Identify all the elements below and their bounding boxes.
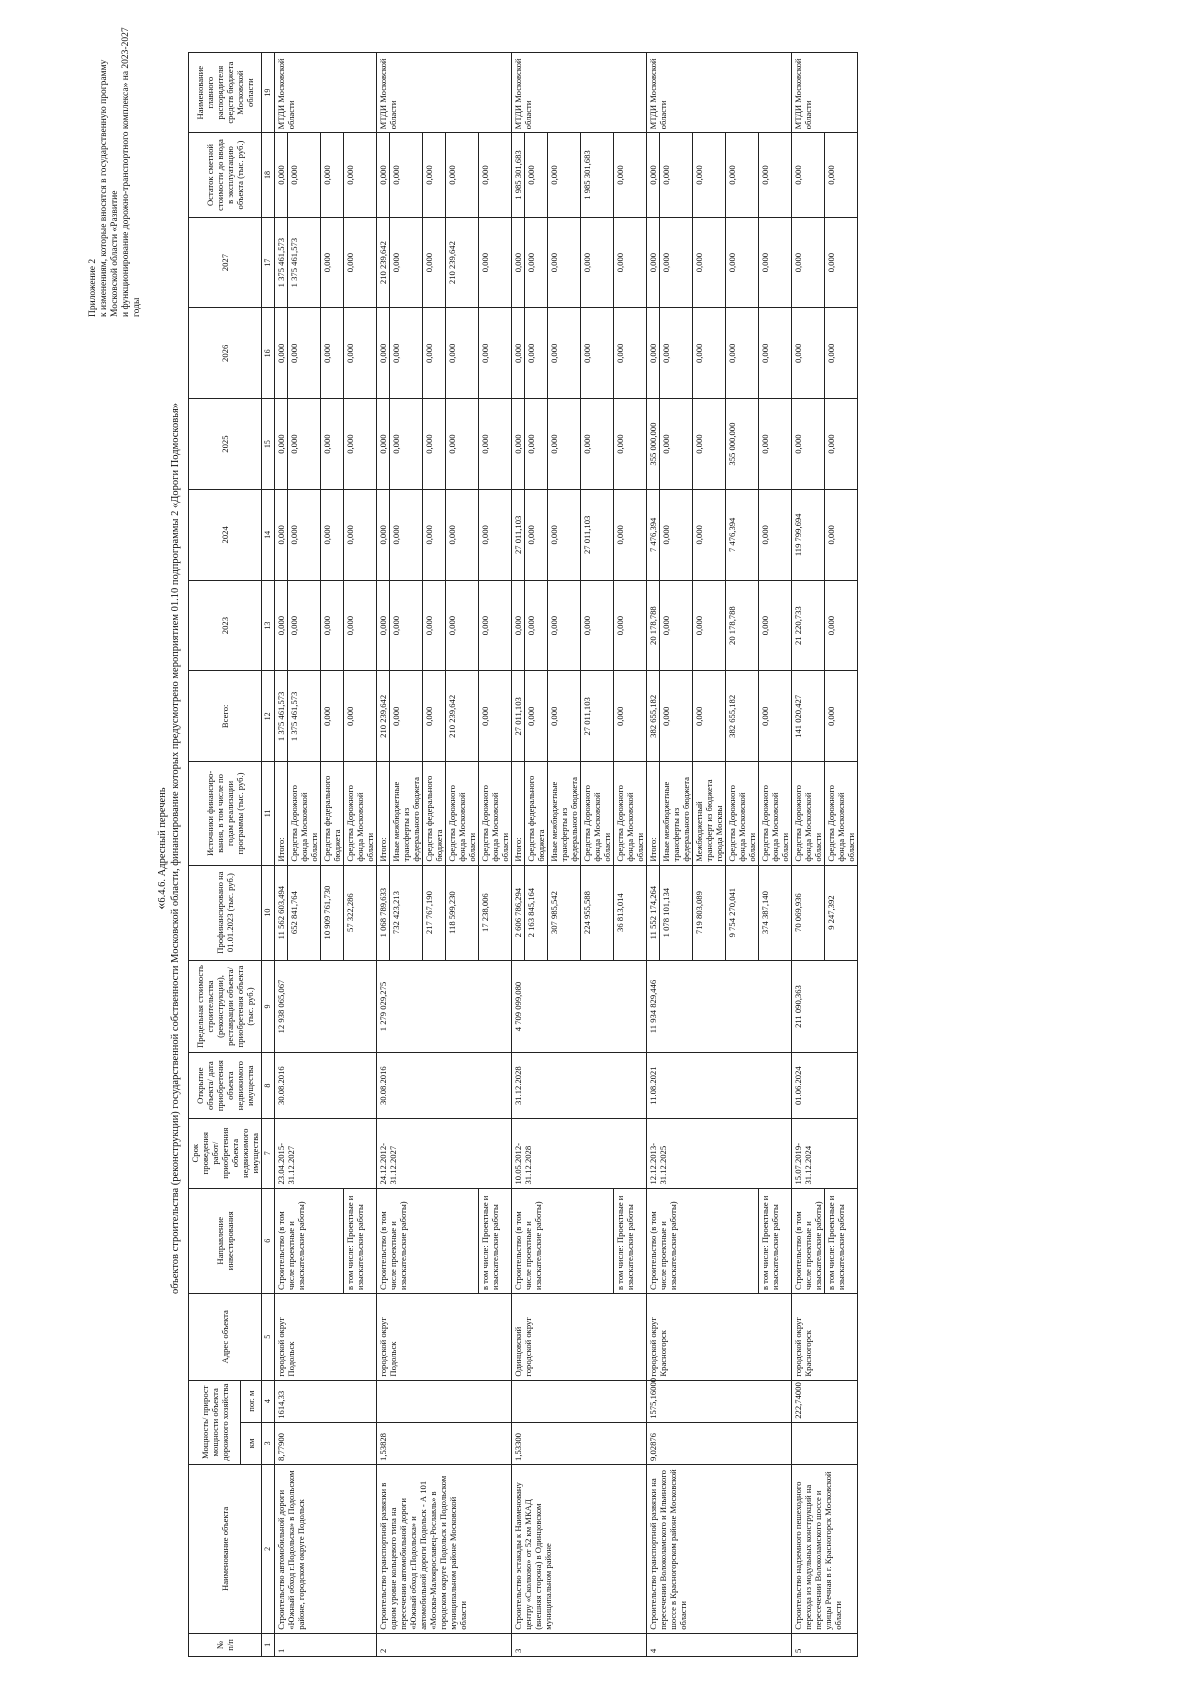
value-2024: 0,000 (614, 489, 647, 580)
table-row (512, 53, 525, 1657)
value-2026: 0,000 (548, 308, 581, 399)
work-period: 12.12.2013-31.12.2025 (647, 1118, 792, 1188)
value-2025: 0,000 (759, 399, 792, 490)
object-name: Строительство надземного пешеходного перехода из модульных конструкций на пересечении Волоколамского шоссе и улицы Речная в г. Красногорск Московской области (792, 1464, 858, 1633)
work-period: 10.05.2012-31.12.2028 (512, 1118, 647, 1188)
value-2026: 0,000 (512, 308, 525, 399)
remaining-cost: 0,000 (344, 133, 377, 217)
max-cost: 12 938 065,067 (275, 960, 377, 1053)
total-value: 0,000 (344, 671, 377, 762)
funding-source: Средства Дорожного фонда Московской области (614, 762, 647, 865)
value-2023: 0,000 (693, 580, 726, 671)
prefinanced: 17 238,006 (479, 865, 512, 960)
value-2023: 0,000 (548, 580, 581, 671)
prefinanced: 11 552 174,264 (647, 865, 660, 960)
total-value: 0,000 (479, 671, 512, 762)
value-2023: 0,000 (479, 580, 512, 671)
investment-direction-sub: в том числе: Проектные и изыскательские работы (759, 1188, 792, 1294)
column-index-cell: 4 (262, 1380, 275, 1422)
prefinanced: 732 423,213 (390, 865, 423, 960)
investment-direction-sub: в том числе: Проектные и изыскательские работы (344, 1188, 377, 1294)
object-length-pm: 1614,33 (275, 1380, 377, 1422)
remaining-cost: 0,000 (614, 133, 647, 217)
remaining-cost: 0,000 (825, 133, 858, 217)
table-row (275, 53, 288, 1657)
funding-source: Иные межбюджетные трансферты из федерального бюджета (390, 762, 423, 865)
remaining-cost: 0,000 (479, 133, 512, 217)
object-length-pm: 1575,16000 (647, 1380, 792, 1422)
column-index-cell: 10 (262, 865, 275, 960)
col-header-name: Наименование объекта (189, 1464, 262, 1633)
remaining-cost: 0,000 (446, 133, 479, 217)
table-row (647, 53, 660, 1657)
value-2024: 7 476,394 (726, 489, 759, 580)
title-line-2: объектов строительства (реконструкции) государственной собственности Московской области, финансирование которых предусмотрено мероприятием 01.10 подпрограммы 2 «Дороги Подмосковья» (170, 402, 181, 1295)
value-2026: 0,000 (344, 308, 377, 399)
opening-date: 31.12.2028 (512, 1053, 647, 1118)
value-2026: 0,000 (693, 308, 726, 399)
total-value: 0,000 (693, 671, 726, 762)
total-value: 0,000 (548, 671, 581, 762)
object-length-km (792, 1422, 858, 1464)
column-index-cell: 3 (262, 1422, 275, 1464)
total-value: 0,000 (759, 671, 792, 762)
remaining-cost: 0,000 (660, 133, 693, 217)
prefinanced: 2 606 786,294 (512, 865, 525, 960)
funding-source: Иные межбюджетные трансферты из федерального бюджета (548, 762, 581, 865)
funding-source: Средства Дорожного фонда Московской области (581, 762, 614, 865)
object-number: 2 (377, 1633, 512, 1656)
object-name: Строительство автомобильной дороги «Южный обход г.Подольска» в Подольском районе, городском округе Подольск (275, 1464, 377, 1633)
value-2024: 0,000 (759, 489, 792, 580)
prefinanced: 36 813,014 (614, 865, 647, 960)
value-2026: 0,000 (759, 308, 792, 399)
investment-direction: Строительство (в том числе проектные и изыскательские работы) (647, 1188, 759, 1294)
value-2026: 0,000 (479, 308, 512, 399)
remaining-cost: 0,000 (321, 133, 344, 217)
col-header-2024: 2024 (189, 489, 262, 580)
object-length-km: 1,53828 (377, 1422, 512, 1464)
col-header-capacity: Мощность/ прирост мощности объекта дорожного хозяйства (189, 1380, 241, 1464)
col-header-2027: 2027 (189, 217, 262, 308)
object-address: городской округ Подольск (377, 1294, 512, 1381)
value-2025: 0,000 (792, 399, 825, 490)
remaining-cost: 0,000 (726, 133, 759, 217)
value-2026: 0,000 (660, 308, 693, 399)
column-index-cell: 7 (262, 1118, 275, 1188)
remaining-cost: 0,000 (792, 133, 825, 217)
remaining-cost: 0,000 (377, 133, 390, 217)
prefinanced: 118 599,230 (446, 865, 479, 960)
remaining-cost: 0,000 (288, 133, 321, 217)
object-address: городской округ Красногорск (647, 1294, 792, 1381)
total-value: 1 375 461,573 (288, 671, 321, 762)
prefinanced: 1 068 789,633 (377, 865, 390, 960)
value-2025: 0,000 (275, 399, 288, 490)
col-header-2026: 2026 (189, 308, 262, 399)
value-2027: 0,000 (647, 217, 660, 308)
total-value: 27 011,103 (512, 671, 525, 762)
col-header-period: Срок проведения работ/ приобретения объекта недвижимого имущества (189, 1118, 262, 1188)
total-value: 0,000 (614, 671, 647, 762)
object-name: Строительство транспортной развязки в одном уровне кольцевого типа на пересечении автомобильной дороги «Южный обход г.Подольска» и автомобильной дороги Подольск - А 101 «Москва-Малоярославец-Рославль» в городском округе Подольск и Подольском муниципальном районе Московской области (377, 1464, 512, 1633)
prefinanced: 224 955,588 (581, 865, 614, 960)
column-index-cell: 2 (262, 1464, 275, 1633)
funding-source: Иные межбюджетные трансферты из федерального бюджета (660, 762, 693, 865)
opening-date: 11.08.2021 (647, 1053, 792, 1118)
total-value: 382 655,182 (726, 671, 759, 762)
value-2027: 0,000 (548, 217, 581, 308)
object-number: 4 (647, 1633, 792, 1656)
prefinanced: 719 803,089 (693, 865, 726, 960)
document-title (155, 0, 182, 1697)
value-2025: 0,000 (660, 399, 693, 490)
value-2024: 0,000 (825, 489, 858, 580)
value-2025: 0,000 (525, 399, 548, 490)
value-2026: 0,000 (321, 308, 344, 399)
value-2023: 0,000 (614, 580, 647, 671)
value-2026: 0,000 (614, 308, 647, 399)
value-2025: 0,000 (548, 399, 581, 490)
value-2027: 0,000 (660, 217, 693, 308)
value-2024: 0,000 (288, 489, 321, 580)
value-2027: 210 239,642 (446, 217, 479, 308)
total-value: 0,000 (825, 671, 858, 762)
col-header-km: км (241, 1422, 262, 1464)
prefinanced: 11 562 603,494 (275, 865, 288, 960)
value-2027: 0,000 (759, 217, 792, 308)
total-value: 382 655,182 (647, 671, 660, 762)
value-2023: 0,000 (581, 580, 614, 671)
budget-manager: МТДИ Московской области (377, 53, 512, 133)
col-header-gvrbs: Наименование главного распорядителя средств бюджета Московской области (189, 53, 262, 133)
value-2027: 0,000 (423, 217, 446, 308)
work-period: 23.04.2015-31.12.2027 (275, 1118, 377, 1188)
funding-source: Средства Дорожного фонда Московской области (344, 762, 377, 865)
value-2027: 0,000 (792, 217, 825, 308)
value-2027: 0,000 (726, 217, 759, 308)
col-header-pm: пог. м (241, 1380, 262, 1422)
value-2027: 0,000 (581, 217, 614, 308)
table-row (377, 53, 390, 1657)
value-2024: 0,000 (275, 489, 288, 580)
appendix-line-1: Приложение 2 (88, 258, 98, 317)
column-index-cell: 1 (262, 1633, 275, 1656)
column-index-cell: 14 (262, 489, 275, 580)
value-2025: 355 000,000 (726, 399, 759, 490)
value-2026: 0,000 (581, 308, 614, 399)
column-index-cell: 12 (262, 671, 275, 762)
appendix-note (88, 17, 143, 317)
value-2023: 0,000 (512, 580, 525, 671)
appendix-line-3: и функционирование дорожно-транспортного комплекса» на 2023-2027 годы (121, 27, 142, 317)
object-length-km: 1,53300 (512, 1422, 647, 1464)
value-2024: 27 011,103 (512, 489, 525, 580)
column-index-cell: 5 (262, 1294, 275, 1381)
value-2027: 1 375 461,573 (288, 217, 321, 308)
investment-direction: Строительство (в том числе проектные и изыскательские работы) (512, 1188, 614, 1294)
prefinanced: 217 767,190 (423, 865, 446, 960)
column-index-cell: 13 (262, 580, 275, 671)
value-2025: 0,000 (377, 399, 390, 490)
remaining-cost: 0,000 (759, 133, 792, 217)
value-2024: 0,000 (344, 489, 377, 580)
total-value: 0,000 (390, 671, 423, 762)
funding-source: Итого: (275, 762, 288, 865)
value-2025: 0,000 (446, 399, 479, 490)
prefinanced: 2 163 845,164 (525, 865, 548, 960)
value-2025: 0,000 (581, 399, 614, 490)
value-2024: 0,000 (479, 489, 512, 580)
total-value: 0,000 (525, 671, 548, 762)
prefinanced: 9 247,392 (825, 865, 858, 960)
funding-source: Средства Дорожного фонда Московской области (479, 762, 512, 865)
remaining-cost: 0,000 (647, 133, 660, 217)
funding-source: Средства Дорожного фонда Московской области (759, 762, 792, 865)
table-row (792, 53, 825, 1657)
value-2024: 0,000 (446, 489, 479, 580)
column-index-cell: 17 (262, 217, 275, 308)
value-2023: 0,000 (275, 580, 288, 671)
value-2023: 0,000 (288, 580, 321, 671)
investment-direction-sub: в том числе: Проектные и изыскательские работы (479, 1188, 512, 1294)
table-body (275, 53, 858, 1657)
value-2024: 0,000 (693, 489, 726, 580)
funding-source: Средства Дорожного фонда Московской области (726, 762, 759, 865)
value-2023: 0,000 (377, 580, 390, 671)
value-2025: 0,000 (390, 399, 423, 490)
remaining-cost: 0,000 (390, 133, 423, 217)
title-quote-mark: « (154, 902, 169, 910)
funding-source: Средства Дорожного фонда Московской области (825, 762, 858, 865)
value-2023: 0,000 (446, 580, 479, 671)
value-2023: 0,000 (660, 580, 693, 671)
max-cost: 211 090,363 (792, 960, 858, 1053)
value-2023: 0,000 (423, 580, 446, 671)
value-2024: 7 476,394 (647, 489, 660, 580)
object-length-km: 9,02876 (647, 1422, 792, 1464)
object-name: Строительство транспортной развязки на пересечении Волоколамского и Ильинского шоссе в Красногорском районе Московской области (647, 1464, 792, 1633)
col-header-2023: 2023 (189, 580, 262, 671)
column-index-cell: 11 (262, 762, 275, 865)
value-2024: 0,000 (390, 489, 423, 580)
value-2027: 0,000 (512, 217, 525, 308)
remaining-cost: 0,000 (548, 133, 581, 217)
funding-source: Средства федерального бюджета (525, 762, 548, 865)
max-cost: 4 709 099,080 (512, 960, 647, 1053)
value-2026: 0,000 (726, 308, 759, 399)
prefinanced: 70 069,936 (792, 865, 825, 960)
object-number: 5 (792, 1633, 858, 1656)
prefinanced: 9 754 270,041 (726, 865, 759, 960)
remaining-cost: 0,000 (693, 133, 726, 217)
value-2024: 0,000 (548, 489, 581, 580)
max-cost: 1 279 029,275 (377, 960, 512, 1053)
value-2027: 0,000 (321, 217, 344, 308)
column-index-cell: 9 (262, 960, 275, 1053)
budget-manager: МТДИ Московской области (647, 53, 792, 133)
value-2024: 0,000 (660, 489, 693, 580)
title-line-1: 6.4.6. Адресный перечень (157, 787, 168, 903)
work-period: 15.07.2019-31.12.2024 (792, 1118, 858, 1188)
value-2023: 0,000 (390, 580, 423, 671)
value-2026: 0,000 (525, 308, 548, 399)
value-2023: 0,000 (344, 580, 377, 671)
column-index-cell: 15 (262, 399, 275, 490)
value-2027: 0,000 (525, 217, 548, 308)
object-length-pm: 222,74000 (792, 1380, 858, 1422)
col-header-2025: 2025 (189, 399, 262, 490)
appendix-line-2: к изменениям, которые вносятся в государственную программу Московской области «Развитие (99, 59, 120, 317)
col-header-opening: Открытие объекта/ дата приобретения объекта недвижимого имущества (189, 1053, 262, 1118)
value-2025: 355 000,000 (647, 399, 660, 490)
total-value: 0,000 (423, 671, 446, 762)
value-2026: 0,000 (288, 308, 321, 399)
value-2024: 0,000 (423, 489, 446, 580)
max-cost: 11 934 829,446 (647, 960, 792, 1053)
funding-source: Итого: (512, 762, 525, 865)
column-index-cell: 19 (262, 53, 275, 133)
prefinanced: 307 985,542 (548, 865, 581, 960)
opening-date: 30.08.2016 (275, 1053, 377, 1118)
investment-direction: Строительство (в том числе проектные и изыскательские работы) (792, 1188, 825, 1294)
column-index-cell: 18 (262, 133, 275, 217)
total-value: 27 011,103 (581, 671, 614, 762)
value-2026: 0,000 (377, 308, 390, 399)
value-2023: 0,000 (525, 580, 548, 671)
value-2027: 0,000 (614, 217, 647, 308)
remaining-cost: 0,000 (525, 133, 548, 217)
value-2024: 0,000 (321, 489, 344, 580)
value-2027: 210 239,642 (377, 217, 390, 308)
object-address: городской округ Красногорск (792, 1294, 858, 1381)
total-value: 1 375 461,573 (275, 671, 288, 762)
value-2025: 0,000 (321, 399, 344, 490)
col-header-remain: Остаток сметной стоимости до ввода в эксплуатацию объекта (тыс. руб.) (189, 133, 262, 217)
prefinanced: 652 841,764 (288, 865, 321, 960)
value-2024: 0,000 (377, 489, 390, 580)
object-length-km: 8,77900 (275, 1422, 377, 1464)
value-2025: 0,000 (614, 399, 647, 490)
value-2025: 0,000 (512, 399, 525, 490)
value-2023: 20 178,788 (647, 580, 660, 671)
value-2025: 0,000 (344, 399, 377, 490)
col-header-prefin: Профинансировано на 01.01.2023 (тыс. руб.) (189, 865, 262, 960)
value-2026: 0,000 (825, 308, 858, 399)
value-2024: 0,000 (525, 489, 548, 580)
value-2026: 0,000 (423, 308, 446, 399)
column-index-cell: 8 (262, 1053, 275, 1118)
remaining-cost: 0,000 (423, 133, 446, 217)
remaining-cost: 1 985 301,683 (581, 133, 614, 217)
object-address: городской округ Подольск (275, 1294, 377, 1381)
object-name: Строительство эстакады к Наименовану центру «Сколково» от 52 км МКАД (внешняя сторона) в Одинцовском муниципальном районе (512, 1464, 647, 1633)
value-2027: 0,000 (344, 217, 377, 308)
value-2027: 0,000 (479, 217, 512, 308)
total-value: 210 239,642 (446, 671, 479, 762)
total-value: 141 020,427 (792, 671, 825, 762)
funding-source: Средства Дорожного фонда Московской области (792, 762, 825, 865)
col-header-direction: Направление инвестирования (189, 1188, 262, 1294)
value-2026: 0,000 (275, 308, 288, 399)
value-2023: 0,000 (759, 580, 792, 671)
col-header-total: Всего: (189, 671, 262, 762)
investment-direction-sub: в том числе: Проектные и изыскательские работы (614, 1188, 647, 1294)
opening-date: 01.06.2024 (792, 1053, 858, 1118)
value-2024: 119 799,694 (792, 489, 825, 580)
object-length-pm (512, 1380, 647, 1422)
prefinanced: 10 909 761,730 (321, 865, 344, 960)
value-2025: 0,000 (423, 399, 446, 490)
address-list-table (188, 52, 858, 1657)
value-2025: 0,000 (479, 399, 512, 490)
funding-source: Итого: (647, 762, 660, 865)
funding-source: Межбюджетный трансферт из бюджета города Москвы (693, 762, 726, 865)
col-header-cost: Предельная стоимость строительства (реконструкции), реставрации объекта/ приобретения объекта (тыс. руб.) (189, 960, 262, 1053)
total-value: 210 239,642 (377, 671, 390, 762)
funding-source: Средства Дорожного фонда Московской области (446, 762, 479, 865)
column-index-row (262, 53, 275, 1657)
value-2024: 27 011,103 (581, 489, 614, 580)
value-2027: 0,000 (825, 217, 858, 308)
budget-manager: МТДИ Московской области (792, 53, 858, 133)
value-2026: 0,000 (390, 308, 423, 399)
value-2025: 0,000 (288, 399, 321, 490)
value-2027: 1 375 461,573 (275, 217, 288, 308)
value-2027: 0,000 (390, 217, 423, 308)
total-value: 0,000 (660, 671, 693, 762)
funding-source: Средства федерального бюджета (423, 762, 446, 865)
investment-direction: Строительство (в том числе проектные и изыскательские работы) (377, 1188, 479, 1294)
col-header-sources: Источники финансиро-вания, в том числе по годам реализации программы (тыс. руб.) (189, 762, 262, 865)
value-2023: 21 220,733 (792, 580, 825, 671)
funding-source: Итого: (377, 762, 390, 865)
value-2025: 0,000 (825, 399, 858, 490)
remaining-cost: 1 985 301,683 (512, 133, 525, 217)
work-period: 24.12.2012-31.12.2027 (377, 1118, 512, 1188)
value-2026: 0,000 (446, 308, 479, 399)
investment-direction-sub: в том числе: Проектные и изыскательские работы (825, 1188, 858, 1294)
budget-manager: МТДИ Московской области (512, 53, 647, 133)
investment-direction: Строительство (в том числе проектные и изыскательские работы) (275, 1188, 344, 1294)
col-header-address: Адрес объекта (189, 1294, 262, 1381)
value-2026: 0,000 (792, 308, 825, 399)
value-2026: 0,000 (647, 308, 660, 399)
funding-source: Средства федерального бюджета (321, 762, 344, 865)
prefinanced: 57 322,286 (344, 865, 377, 960)
object-length-pm (377, 1380, 512, 1422)
budget-manager: МТДИ Московской области (275, 53, 377, 133)
value-2023: 0,000 (825, 580, 858, 671)
object-address: Одинцовский городской округ (512, 1294, 647, 1381)
column-index-cell: 16 (262, 308, 275, 399)
object-number: 1 (275, 1633, 377, 1656)
object-number: 3 (512, 1633, 647, 1656)
value-2027: 0,000 (693, 217, 726, 308)
remaining-cost: 0,000 (275, 133, 288, 217)
total-value: 0,000 (321, 671, 344, 762)
prefinanced: 1 078 101,134 (660, 865, 693, 960)
value-2025: 0,000 (693, 399, 726, 490)
column-index-cell: 6 (262, 1188, 275, 1294)
value-2023: 0,000 (321, 580, 344, 671)
value-2023: 20 178,788 (726, 580, 759, 671)
funding-source: Средства Дорожного фонда Московской области (288, 762, 321, 865)
opening-date: 30.08.2016 (377, 1053, 512, 1118)
col-header-no: № п/п (189, 1633, 262, 1656)
prefinanced: 374 387,140 (759, 865, 792, 960)
